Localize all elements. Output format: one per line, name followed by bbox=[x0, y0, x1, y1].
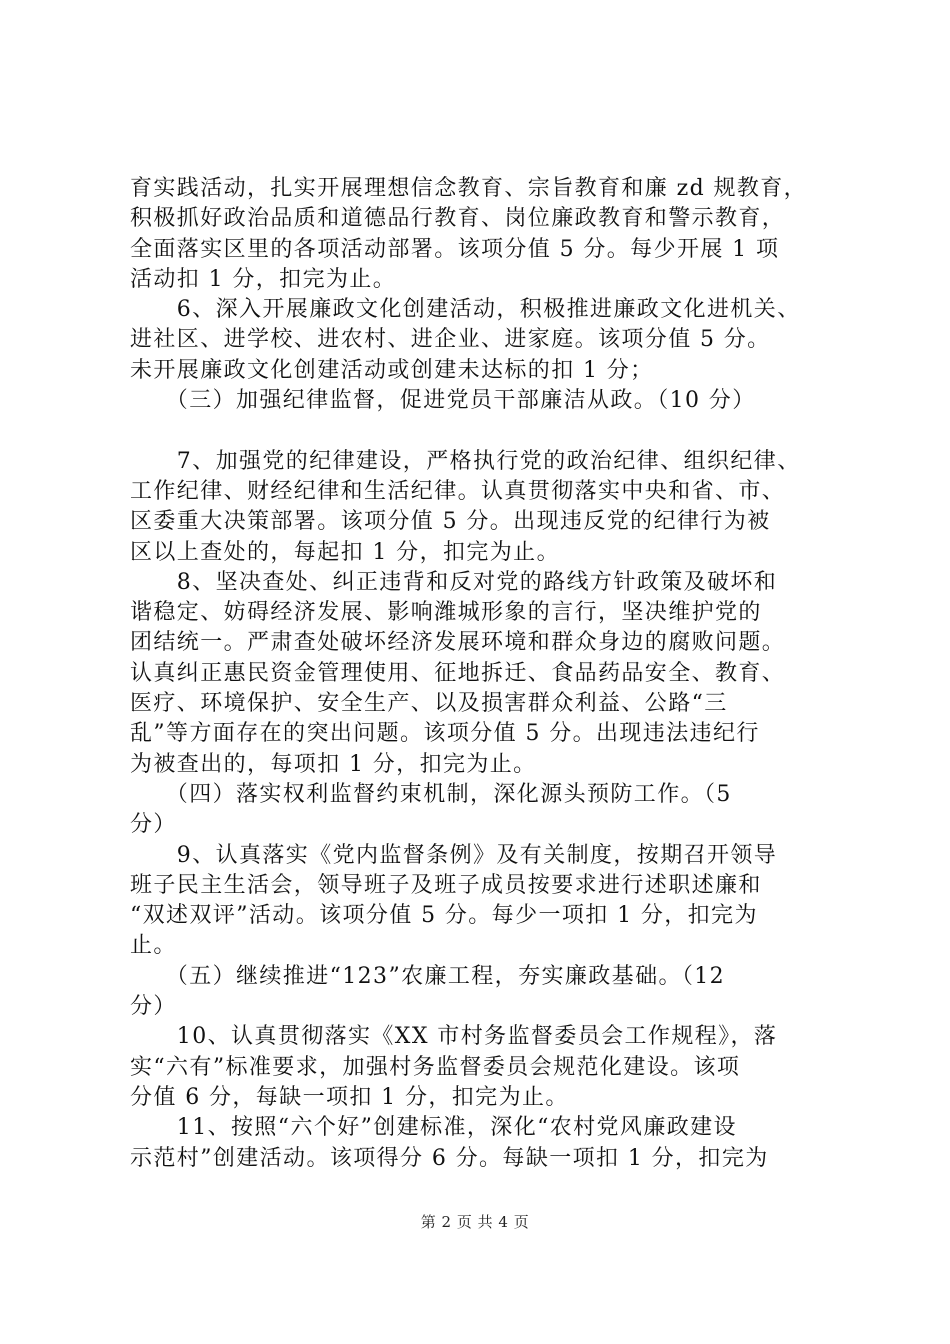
paragraph-10-line: 10、认真贯彻落实《XX 市村务监督委员会工作规程》，落 bbox=[130, 1024, 778, 1050]
text-line: 认真纠正惠民资金管理使用、征地拆迁、食品药品安全、教育、 bbox=[130, 660, 786, 686]
text-line: 止。 bbox=[130, 933, 177, 959]
text-line: 进社区、进学校、进农村、进企业、进家庭。该项分值 5 分。 bbox=[130, 327, 771, 353]
text-line: 分） bbox=[130, 812, 177, 838]
blank-line bbox=[130, 416, 830, 446]
section-heading-5: （五）继续推进“123”农廉工程，夯实廉政基础。（12 bbox=[130, 963, 726, 989]
text-line: 工作纪律、财经纪律和生活纪律。认真贯彻落实中央和省、市、 bbox=[130, 478, 786, 504]
text-line: 实“六有”标准要求，加强村务监督委员会规范化建设。该项 bbox=[130, 1054, 741, 1080]
paragraph-6-line: 6、深入开展廉政文化创建活动，积极推进廉政文化进机关、 bbox=[130, 297, 801, 323]
text-line: 团结统一。严肃查处破坏经济发展环境和群众身边的腐败问题。 bbox=[130, 630, 786, 656]
paragraph-9-line: 9、认真落实《党内监督条例》及有关制度，按期召开领导 bbox=[130, 842, 778, 868]
text-line: 为被查出的，每项扣 1 分，扣完为止。 bbox=[130, 751, 537, 777]
text-line: 积极抓好政治品质和道德品行教育、岗位廉政教育和警示教育， bbox=[130, 206, 786, 232]
text-line: 谐稳定、妨碍经济发展、影响潍城形象的言行，坚决维护党的 bbox=[130, 600, 762, 626]
paragraph-7-line: 7、加强党的纪律建设，严格执行党的政治纪律、组织纪律、 bbox=[130, 448, 801, 474]
text-line: 班子民主生活会，领导班子及班子成员按要求进行述职述廉和 bbox=[130, 872, 762, 898]
text-line: 全面落实区里的各项活动部署。该项分值 5 分。每少开展 1 项 bbox=[130, 236, 780, 262]
text-line: 医疗、环境保护、安全生产、以及损害群众利益、公路“三 bbox=[130, 691, 728, 717]
text-line: 活动扣 1 分，扣完为止。 bbox=[130, 266, 397, 292]
section-heading-4: （四）落实权利监督约束机制，深化源头预防工作。（5 bbox=[130, 781, 732, 807]
section-heading-3: （三）加强纪律监督，促进党员干部廉洁从政。（10 分） bbox=[130, 388, 756, 414]
text-line: 分值 6 分，每缺一项扣 1 分，扣完为止。 bbox=[130, 1084, 569, 1110]
paragraph-8-line: 8、坚决查处、纠正违背和反对党的路线方针政策及破坏和 bbox=[130, 569, 778, 595]
text-line: 分） bbox=[130, 994, 177, 1020]
text-line: 示范村”创建活动。该项得分 6 分。每缺一项扣 1 分，扣完为 bbox=[130, 1145, 769, 1171]
document-body bbox=[130, 174, 830, 1174]
text-line: 区以上查处的，每起扣 1 分，扣完为止。 bbox=[130, 539, 560, 565]
text-line: 区委重大决策部署。该项分值 5 分。出现违反党的纪律行为被 bbox=[130, 509, 771, 535]
text-line: 育实践活动，扎实开展理想信念教育、宗旨教育和廉 zd 规教育， bbox=[130, 176, 808, 201]
text-line: 乱”等方面存在的突出问题。该项分值 5 分。出现违法违纪行 bbox=[130, 721, 760, 747]
page-number-footer: 第 2 页 共 4 页 bbox=[420, 1213, 530, 1231]
text-line: 未开展廉政文化创建活动或创建未达标的扣 1 分； bbox=[130, 357, 654, 383]
paragraph-11-line: 11、按照“六个好”创建标准，深化“农村党风廉政建设 bbox=[130, 1115, 737, 1141]
text-line: “双述双评”活动。该项分值 5 分。每少一项扣 1 分，扣完为 bbox=[130, 903, 758, 929]
